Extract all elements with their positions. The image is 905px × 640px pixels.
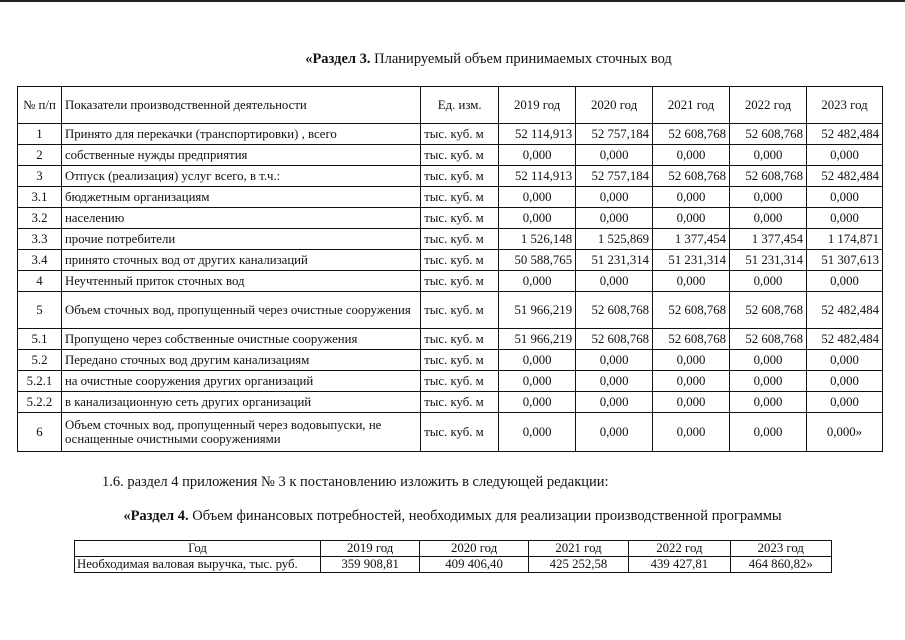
row-number: 5.1: [18, 329, 62, 350]
row-number: 2: [18, 145, 62, 166]
value-2019: 0,000: [499, 371, 576, 392]
row-unit: тыс. куб. м: [421, 145, 499, 166]
value-2022: 52 608,768: [730, 329, 807, 350]
value-2023: 52 482,484: [806, 124, 882, 145]
section4-title: «Раздел 4. Объем финансовых потребностей, необходимых для реализации производственной программы: [123, 508, 782, 524]
row-unit: тыс. куб. м: [421, 371, 499, 392]
table-row: [18, 208, 883, 229]
row-indicator: Объем сточных вод, пропущенный через водовыпуски, не оснащенные очистными сооружениями: [61, 413, 420, 452]
table-row: [18, 250, 883, 271]
row-number: 3.2: [18, 208, 62, 229]
row-unit: тыс. куб. м: [421, 250, 499, 271]
value-2019: 51 966,219: [499, 292, 576, 329]
row-unit: тыс. куб. м: [421, 208, 499, 229]
value-2023: 0,000: [806, 350, 882, 371]
value-2020: 1 525,869: [576, 229, 653, 250]
value-2022: 0,000: [730, 371, 807, 392]
revenue-2022: 439 427,81: [629, 557, 730, 573]
header-num: № п/п: [18, 87, 62, 124]
value-2023: 52 482,484: [806, 292, 882, 329]
value-2019: 0,000: [499, 350, 576, 371]
value-2021: 0,000: [653, 145, 730, 166]
paragraph-1-6: 1.6. раздел 4 приложения № 3 к постановлению изложить в следующей редакции:: [102, 474, 609, 490]
row-indicator: бюджетным организациям: [61, 187, 420, 208]
value-2023: 0,000: [806, 145, 882, 166]
section3-header-row: [18, 87, 883, 124]
section4-table: [74, 540, 832, 573]
value-2023: 0,000: [806, 271, 882, 292]
value-2022: 52 608,768: [730, 124, 807, 145]
value-2023: 51 307,613: [806, 250, 882, 271]
row-number: 1: [18, 124, 62, 145]
section3-table: [17, 86, 883, 452]
value-2023: 0,000: [806, 392, 882, 413]
row-unit: тыс. куб. м: [421, 187, 499, 208]
top-border-line: [0, 0, 905, 2]
revenue-row: [75, 557, 832, 573]
value-2023: 1 174,871: [806, 229, 882, 250]
value-2021: 0,000: [653, 271, 730, 292]
row-indicator: Объем сточных вод, пропущенный через очистные сооружения: [61, 292, 420, 329]
table-row: [18, 350, 883, 371]
value-2021: 0,000: [653, 350, 730, 371]
value-2023: 0,000: [806, 208, 882, 229]
row-unit: тыс. куб. м: [421, 413, 499, 452]
header-year-2019: 2019 год: [320, 541, 419, 557]
revenue-2019: 359 908,81: [320, 557, 419, 573]
value-2022: 0,000: [730, 187, 807, 208]
value-2021: 1 377,454: [653, 229, 730, 250]
value-2023: 0,000: [806, 187, 882, 208]
row-number: 3: [18, 166, 62, 187]
header-year-2022: 2022 год: [629, 541, 730, 557]
header-year-2021: 2021 год: [528, 541, 628, 557]
revenue-2021: 425 252,58: [528, 557, 628, 573]
row-unit: тыс. куб. м: [421, 329, 499, 350]
row-indicator: прочие потребители: [61, 229, 420, 250]
row-number: 5.2.2: [18, 392, 62, 413]
revenue-2023: 464 860,82»: [730, 557, 831, 573]
header-year-2020: 2020 год: [420, 541, 528, 557]
value-2021: 0,000: [653, 187, 730, 208]
value-2022: 1 377,454: [730, 229, 807, 250]
row-unit: тыс. куб. м: [421, 292, 499, 329]
table-row: [18, 145, 883, 166]
value-2022: 52 608,768: [730, 292, 807, 329]
value-2019: 0,000: [499, 413, 576, 452]
value-2019: 50 588,765: [499, 250, 576, 271]
value-2023: 0,000»: [806, 413, 882, 452]
table-row: [18, 292, 883, 329]
table-row: [18, 413, 883, 452]
row-number: 6: [18, 413, 62, 452]
row-unit: тыс. куб. м: [421, 166, 499, 187]
value-2020: 0,000: [576, 350, 653, 371]
value-2019: 52 114,913: [499, 124, 576, 145]
value-2022: 0,000: [730, 350, 807, 371]
value-2021: 0,000: [653, 208, 730, 229]
value-2020: 0,000: [576, 392, 653, 413]
table-row: [18, 166, 883, 187]
value-2020: 0,000: [576, 208, 653, 229]
value-2022: 51 231,314: [730, 250, 807, 271]
row-indicator: Пропущено через собственные очистные сооружения: [61, 329, 420, 350]
value-2021: 0,000: [653, 392, 730, 413]
row-unit: тыс. куб. м: [421, 350, 499, 371]
value-2019: 0,000: [499, 145, 576, 166]
row-number: 5.2.1: [18, 371, 62, 392]
value-2021: 51 231,314: [653, 250, 730, 271]
value-2022: 0,000: [730, 413, 807, 452]
table-row: [18, 371, 883, 392]
row-indicator: Принято для перекачки (транспортировки) , всего: [61, 124, 420, 145]
value-2019: 51 966,219: [499, 329, 576, 350]
value-2021: 52 608,768: [653, 329, 730, 350]
table-row: [18, 271, 883, 292]
row-number: 5: [18, 292, 62, 329]
value-2020: 0,000: [576, 145, 653, 166]
value-2022: 0,000: [730, 392, 807, 413]
value-2019: 0,000: [499, 187, 576, 208]
row-indicator: принято сточных вод от других канализаций: [61, 250, 420, 271]
section3-title: «Раздел 3. Планируемый объем принимаемых сточных вод: [305, 51, 672, 67]
value-2020: 0,000: [576, 371, 653, 392]
row-unit: тыс. куб. м: [421, 392, 499, 413]
value-2019: 0,000: [499, 271, 576, 292]
value-2021: 52 608,768: [653, 124, 730, 145]
section4-header-row: [75, 541, 832, 557]
header-unit: Ед. изм.: [421, 87, 499, 124]
row-number: 5.2: [18, 350, 62, 371]
value-2019: 0,000: [499, 392, 576, 413]
value-2021: 52 608,768: [653, 292, 730, 329]
value-2023: 52 482,484: [806, 166, 882, 187]
row-number: 3.3: [18, 229, 62, 250]
value-2022: 0,000: [730, 208, 807, 229]
value-2022: 0,000: [730, 145, 807, 166]
value-2020: 52 608,768: [576, 292, 653, 329]
value-2023: 0,000: [806, 371, 882, 392]
row-indicator: на очистные сооружения других организаций: [61, 371, 420, 392]
row-indicator: Неучтенный приток сточных вод: [61, 271, 420, 292]
row-indicator: населению: [61, 208, 420, 229]
revenue-label: Необходимая валовая выручка, тыс. руб.: [75, 557, 321, 573]
value-2021: 0,000: [653, 413, 730, 452]
table-row: [18, 329, 883, 350]
row-indicator: в канализационную сеть других организаций: [61, 392, 420, 413]
row-indicator: собственные нужды предприятия: [61, 145, 420, 166]
row-unit: тыс. куб. м: [421, 124, 499, 145]
header-year-2021: 2021 год: [653, 87, 730, 124]
value-2019: 52 114,913: [499, 166, 576, 187]
header-year-label: Год: [75, 541, 321, 557]
table-row: [18, 392, 883, 413]
value-2021: 0,000: [653, 371, 730, 392]
row-indicator: Отпуск (реализация) услуг всего, в т.ч.:: [61, 166, 420, 187]
row-unit: тыс. куб. м: [421, 229, 499, 250]
row-number: 3.4: [18, 250, 62, 271]
value-2021: 52 608,768: [653, 166, 730, 187]
row-unit: тыс. куб. м: [421, 271, 499, 292]
value-2020: 0,000: [576, 413, 653, 452]
header-indicator: Показатели производственной деятельности: [61, 87, 420, 124]
value-2019: 0,000: [499, 208, 576, 229]
value-2023: 52 482,484: [806, 329, 882, 350]
value-2022: 52 608,768: [730, 166, 807, 187]
header-year-2020: 2020 год: [576, 87, 653, 124]
table-row: [18, 187, 883, 208]
header-year-2019: 2019 год: [499, 87, 576, 124]
value-2019: 1 526,148: [499, 229, 576, 250]
value-2020: 51 231,314: [576, 250, 653, 271]
value-2020: 52 757,184: [576, 166, 653, 187]
row-number: 3.1: [18, 187, 62, 208]
header-year-2022: 2022 год: [730, 87, 807, 124]
value-2020: 52 757,184: [576, 124, 653, 145]
value-2020: 0,000: [576, 271, 653, 292]
value-2020: 0,000: [576, 187, 653, 208]
row-indicator: Передано сточных вод другим канализациям: [61, 350, 420, 371]
header-year-2023: 2023 год: [730, 541, 831, 557]
revenue-2020: 409 406,40: [420, 557, 528, 573]
row-number: 4: [18, 271, 62, 292]
value-2022: 0,000: [730, 271, 807, 292]
table-row: [18, 124, 883, 145]
header-year-2023: 2023 год: [806, 87, 882, 124]
table-row: [18, 229, 883, 250]
value-2020: 52 608,768: [576, 329, 653, 350]
